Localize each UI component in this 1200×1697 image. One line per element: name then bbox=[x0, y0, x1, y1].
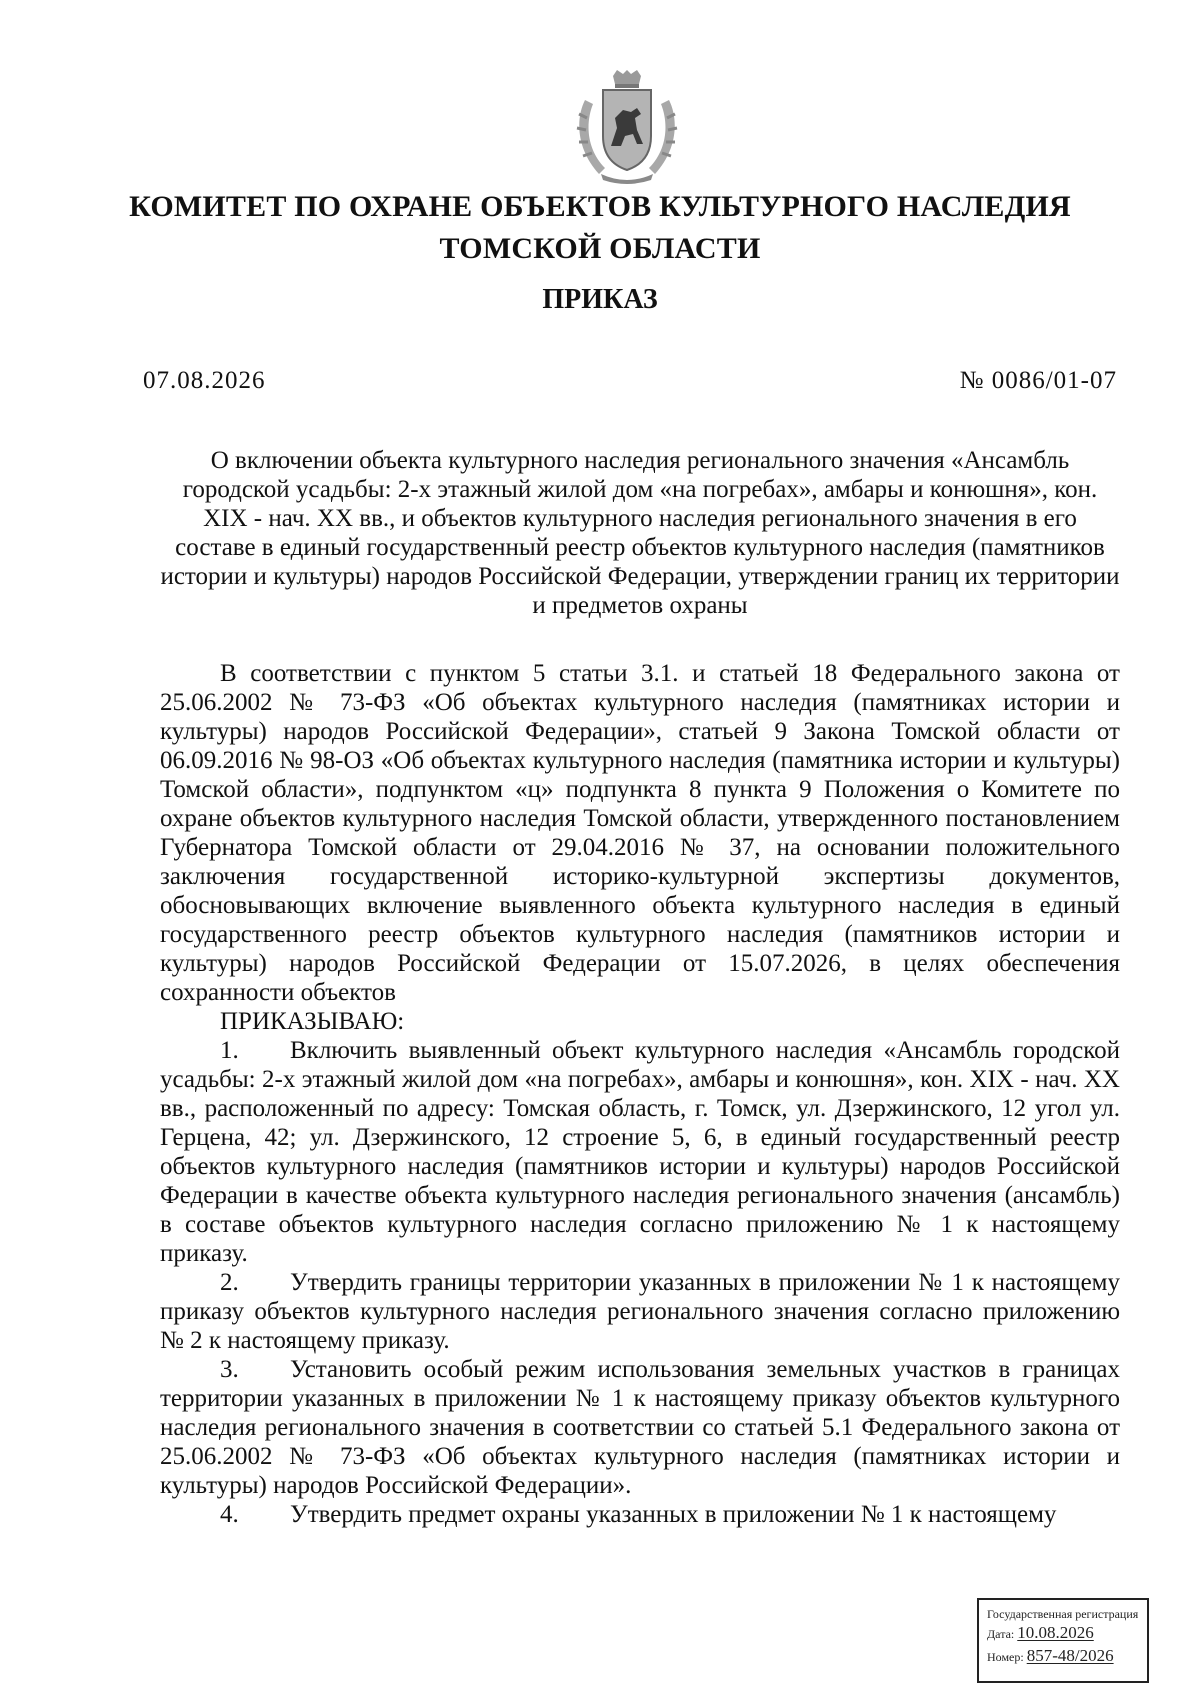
order-item-text: Включить выявленный объект культурного наследия «Ансамбль городской усадьбы: 2-х этажный жилой дом «на погребах», амбары и конюшня», кон. XIX - нач. XX вв., расположенный по адресу: Томская область, г. Томск, ул. Дзержинского, 12 угол ул. Герцена, 42; ул. Дзержинского, 12 строение 5, 6, в единый государственный реестр объектов культурного наследия (памятников истории и культуры) народов Российской Федерации в качестве объекта культурного наследия регионального значения (ансамбль) в составе объектов культурного наследия согласно приложению № 1 к настоящему приказу. bbox=[160, 1037, 1120, 1267]
document-subject: О включении объекта культурного наследия регионального значения «Ансамбль городской усадьбы: 2-х этажный жилой дом «на погребах», амбары и конюшня», кон. XIX - нач. XX вв., и объектов культурного наследия регионального значения в его составе в единый государственный реестр объектов культурного наследия (памятников истории и культуры) народов Российской Федерации, утверждении границ их территории и предметов охраны bbox=[160, 447, 1120, 619]
registration-title: Государственная регистрация bbox=[987, 1607, 1139, 1621]
registration-number-value: 857-48/2026 bbox=[1026, 1646, 1114, 1665]
order-item-text: Утвердить предмет охраны указанных в приложении № 1 к настоящему bbox=[290, 1501, 1057, 1528]
order-item bbox=[160, 1036, 1120, 1268]
order-item bbox=[160, 1268, 1120, 1355]
document-number: № 0086/01-07 bbox=[959, 367, 1117, 394]
registration-date-row bbox=[987, 1622, 1139, 1645]
registration-number-label: Номер: bbox=[987, 1650, 1024, 1664]
tomsk-region-coat-of-arms-icon bbox=[571, 70, 683, 186]
order-item-number: 2. bbox=[220, 1269, 239, 1296]
order-item-text: Установить особый режим использования земельных участков в границах территории указанных в приложении № 1 к настоящему приказу объектов культурного наследия регионального значения в соответствии со статьей 5.1 Федерального закона от 25.06.2002 № 73-ФЗ «Об объектах культурного наследия (памятниках истории и культуры) народов Российской Федерации». bbox=[160, 1356, 1120, 1499]
organization-title-line2: ТОМСКОЙ ОБЛАСТИ bbox=[439, 232, 761, 265]
order-item bbox=[160, 1500, 1120, 1529]
order-item-number: 3. bbox=[220, 1356, 239, 1383]
order-word: ПРИКАЗЫВАЮ: bbox=[220, 1008, 405, 1035]
registration-date-label: Дата: bbox=[987, 1627, 1015, 1641]
order-item-number: 4. bbox=[220, 1501, 239, 1528]
order-item bbox=[160, 1355, 1120, 1500]
organization-title-line1: КОМИТЕТ ПО ОХРАНЕ ОБЪЕКТОВ КУЛЬТУРНОГО НАСЛЕДИЯ bbox=[129, 190, 1071, 223]
document-body bbox=[160, 659, 1120, 1529]
document-date: 07.08.2026 bbox=[143, 367, 266, 394]
organization-title bbox=[100, 186, 1100, 270]
document-type: ПРИКАЗ bbox=[542, 284, 658, 315]
registration-stamp bbox=[977, 1598, 1149, 1683]
order-item-text: Утвердить границы территории указанных в приложении № 1 к настоящему приказу объектов культурного наследия регионального значения согласно приложению № 2 к настоящему приказу. bbox=[160, 1269, 1120, 1354]
registration-number-row bbox=[987, 1645, 1139, 1668]
preamble-paragraph: В соответствии с пунктом 5 статьи 3.1. и статьей 18 Федерального закона от 25.06.2002 № 73-ФЗ «Об объектах культурного наследия (памятниках истории и культуры) народов Российской Федерации», статьей 9 Закона Томской области от 06.09.2016 № 98-ОЗ «Об объектах культурного наследия (памятника истории и культуры) Томской области», подпунктом «ц» подпункта 8 пункта 9 Положения о Комитете по охране объектов культурного наследия Томской области, утвержденного постановлением Губернатора Томской области от 29.04.2016 № 37, на основании положительного заключения государственной историко-культурной экспертизы документов, обосновывающих включение выявленного объекта культурного наследия в единый государственного реестр объектов культурного наследия (памятников истории и культуры) народов Российской Федерации от 15.07.2026, в целях обеспечения сохранности объектов bbox=[160, 660, 1120, 1006]
order-item-number: 1. bbox=[220, 1037, 239, 1064]
registration-date-value: 10.08.2026 bbox=[1017, 1623, 1094, 1642]
